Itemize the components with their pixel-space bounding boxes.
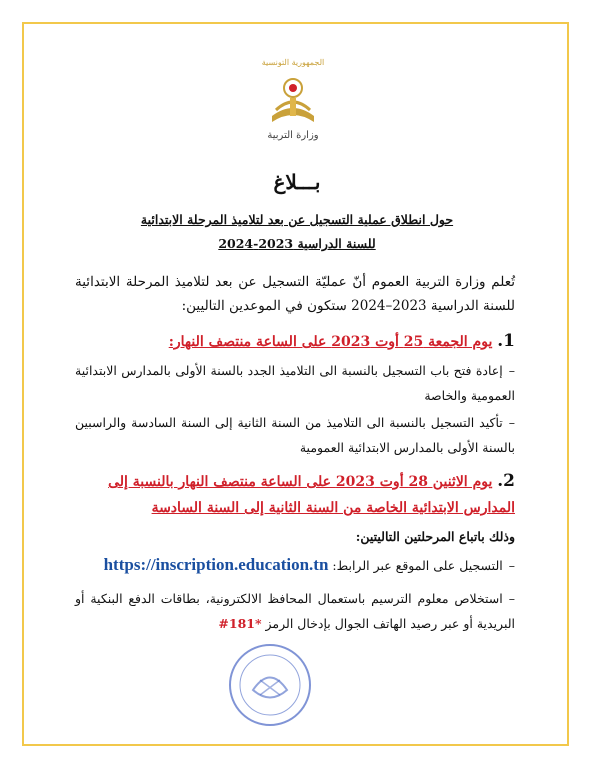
step-2-text: استخلاص معلوم الترسيم باستعمال المحافظ الالكترونية، بطاقات الدفع البنكية أو البريدية أو عبر رصيد الهاتف الجوال بإدخال الرمز	[75, 591, 515, 631]
date-1-text: يوم الجمعة 25 أوت 2023 على الساعة منتصف النهار:	[168, 334, 493, 350]
dash-icon: –	[508, 591, 515, 606]
date-1-heading	[75, 328, 515, 355]
dash-icon: –	[508, 415, 515, 430]
dash-icon: –	[508, 363, 515, 378]
official-stamp-icon	[225, 640, 315, 730]
date-2-number: 2.	[497, 471, 515, 491]
date-2-text: يوم الاثنين 28 أوت 2023 على الساعة منتصف النهار بالنسبة إلى المدارس الابتدائية الخاصة من السنة الثانية إلى السنة السادسة	[108, 474, 515, 516]
page-title: بـــلاغ	[273, 170, 321, 194]
steps-intro: وذلك باتباع المرحلتين التاليتين:	[355, 529, 515, 544]
step-2	[75, 586, 515, 636]
dash-icon: –	[508, 558, 515, 573]
intro-paragraph: تُعلم وزارة التربية العموم أنّ عمليّة التسجيل عن بعد لتلاميذ المرحلة الابتدائية للسنة الدراسية 2023–2024 ستكون في الموعدين التاليين:	[75, 274, 515, 314]
subtitle-line-1: حول انطلاق عملية التسجيل عن بعد لتلاميذ المرحلة الابتدائية	[140, 212, 454, 227]
step-1-label: التسجيل على الموقع عبر الرابط:	[332, 558, 503, 573]
date-1-bullet-2	[75, 410, 515, 460]
date-1-number: 1.	[497, 331, 515, 351]
date-1-bullet-1	[75, 358, 515, 408]
ministry-logo	[258, 58, 328, 148]
step-1	[75, 552, 515, 578]
logo-top-text: الجمهورية التونسية	[261, 58, 325, 67]
logo-bottom-text: وزارة التربية	[267, 130, 319, 141]
ussd-code: *181#	[218, 616, 262, 631]
subtitle-line-2: للسنة الدراسية 2023-2024	[218, 236, 376, 251]
bullet-text: إعادة فتح باب التسجيل بالنسبة الى التلاميذ الجدد بالسنة الأولى بالمدارس الابتدائية العمومية والخاصة	[75, 363, 515, 403]
registration-link[interactable]: https://inscription.education.tn	[103, 555, 329, 574]
date-2-heading	[75, 468, 515, 521]
bullet-text: تأكيد التسجيل بالنسبة الى التلاميذ من السنة الثانية إلى السنة السادسة والراسبين بالسنة الأولى بالمدارس الابتدائية العمومية	[75, 415, 515, 455]
